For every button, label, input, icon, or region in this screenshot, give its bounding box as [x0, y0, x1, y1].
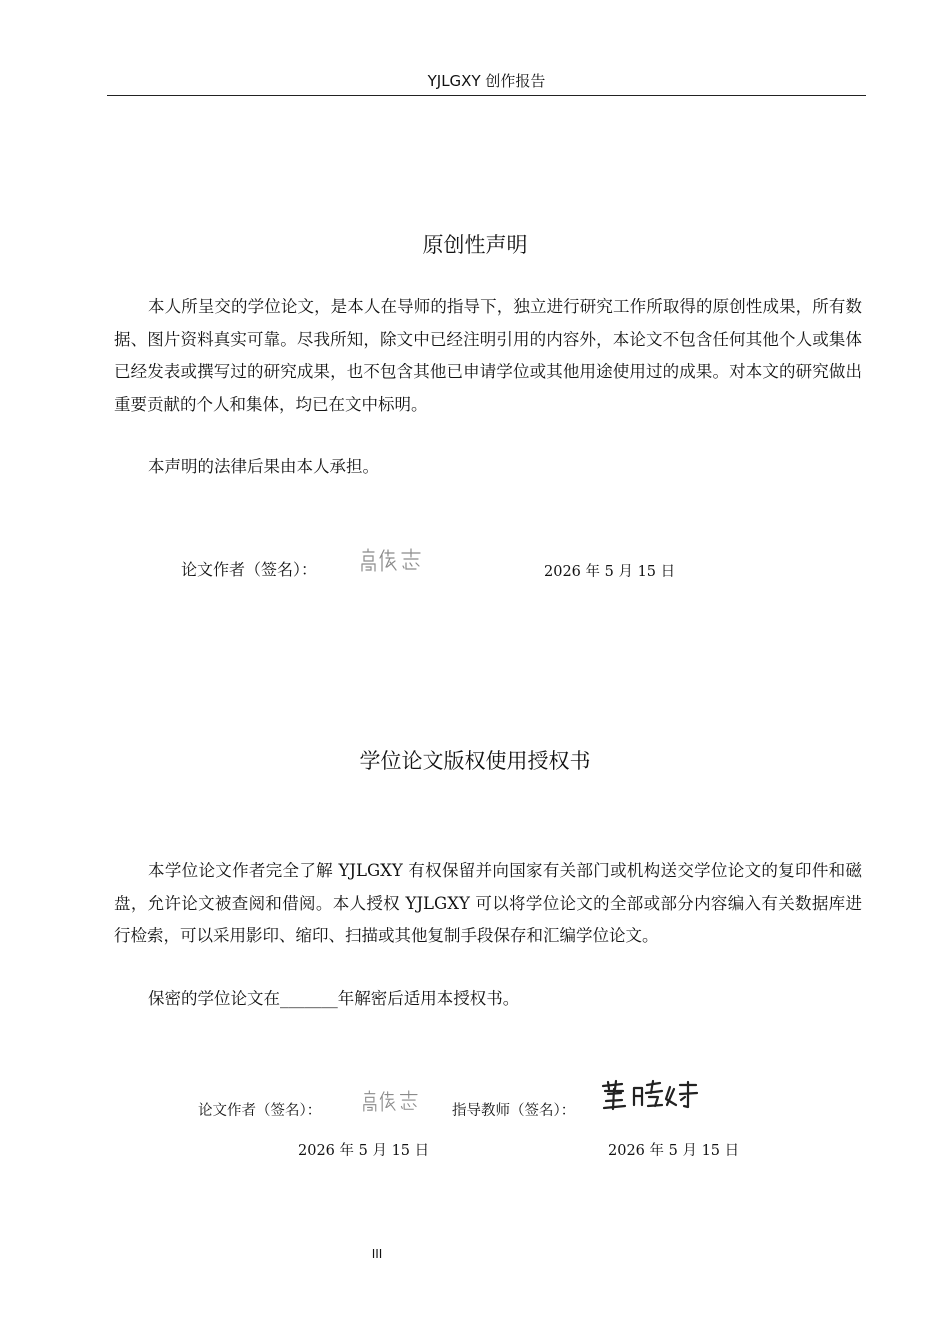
author-signature-image — [360, 547, 432, 573]
supervisor-signature-label: 指导教师（签名）： — [452, 1103, 576, 1119]
supervisor-signature-image — [600, 1079, 700, 1115]
page-number: III — [371, 1247, 383, 1261]
originality-title: 原创性声明 — [422, 233, 528, 257]
authorization-title: 学位论文版权使用授权书 — [359, 749, 591, 773]
originality-date: 2026 年 5 月 15 日 — [544, 564, 676, 580]
header-text: YJLGXY 创作报告 — [427, 72, 546, 90]
supervisor-date: 2026 年 5 月 15 日 — [608, 1143, 740, 1159]
author-signature-label: 论文作者（签名）： — [181, 560, 318, 579]
author-date: 2026 年 5 月 15 日 — [298, 1143, 430, 1159]
authorization-paragraph-2: 保密的学位论文在_______年解密后适用本授权书。 — [148, 989, 520, 1008]
originality-paragraph-1: 本人所呈交的学位论文，是本人在导师的指导下，独立进行研究工作所取得的原创性成果，所有数据、图片资料真实可靠。尽我所知，除文中已经注明引用的内容外，本论文不包含任何其他个人或集体已经发表或撰写过的研究成果，也不包含其他已申请学位或其他用途使用过的成果。对本文的研究做出重要贡献的个人和集体，均已在文中标明。 — [114, 297, 862, 414]
originality-paragraph-2: 本声明的法律后果由本人承担。 — [148, 457, 379, 476]
author-signature-image-2 — [362, 1089, 428, 1113]
authorization-paragraph-1: 本学位论文作者完全了解 YJLGXY 有权保留并向国家有关部门或机构送交学位论文的复印件和磁盘，允许论文被查阅和借阅。本人授权 YJLGXY 可以将学位论文的全部或部分内容编入有关数据库进行检索，可以采用影印、缩印、扫描或其他复制手段保存和汇编学位论文。 — [114, 861, 862, 945]
page-header — [107, 70, 866, 96]
author-signature-label-2: 论文作者（签名）： — [198, 1103, 322, 1119]
